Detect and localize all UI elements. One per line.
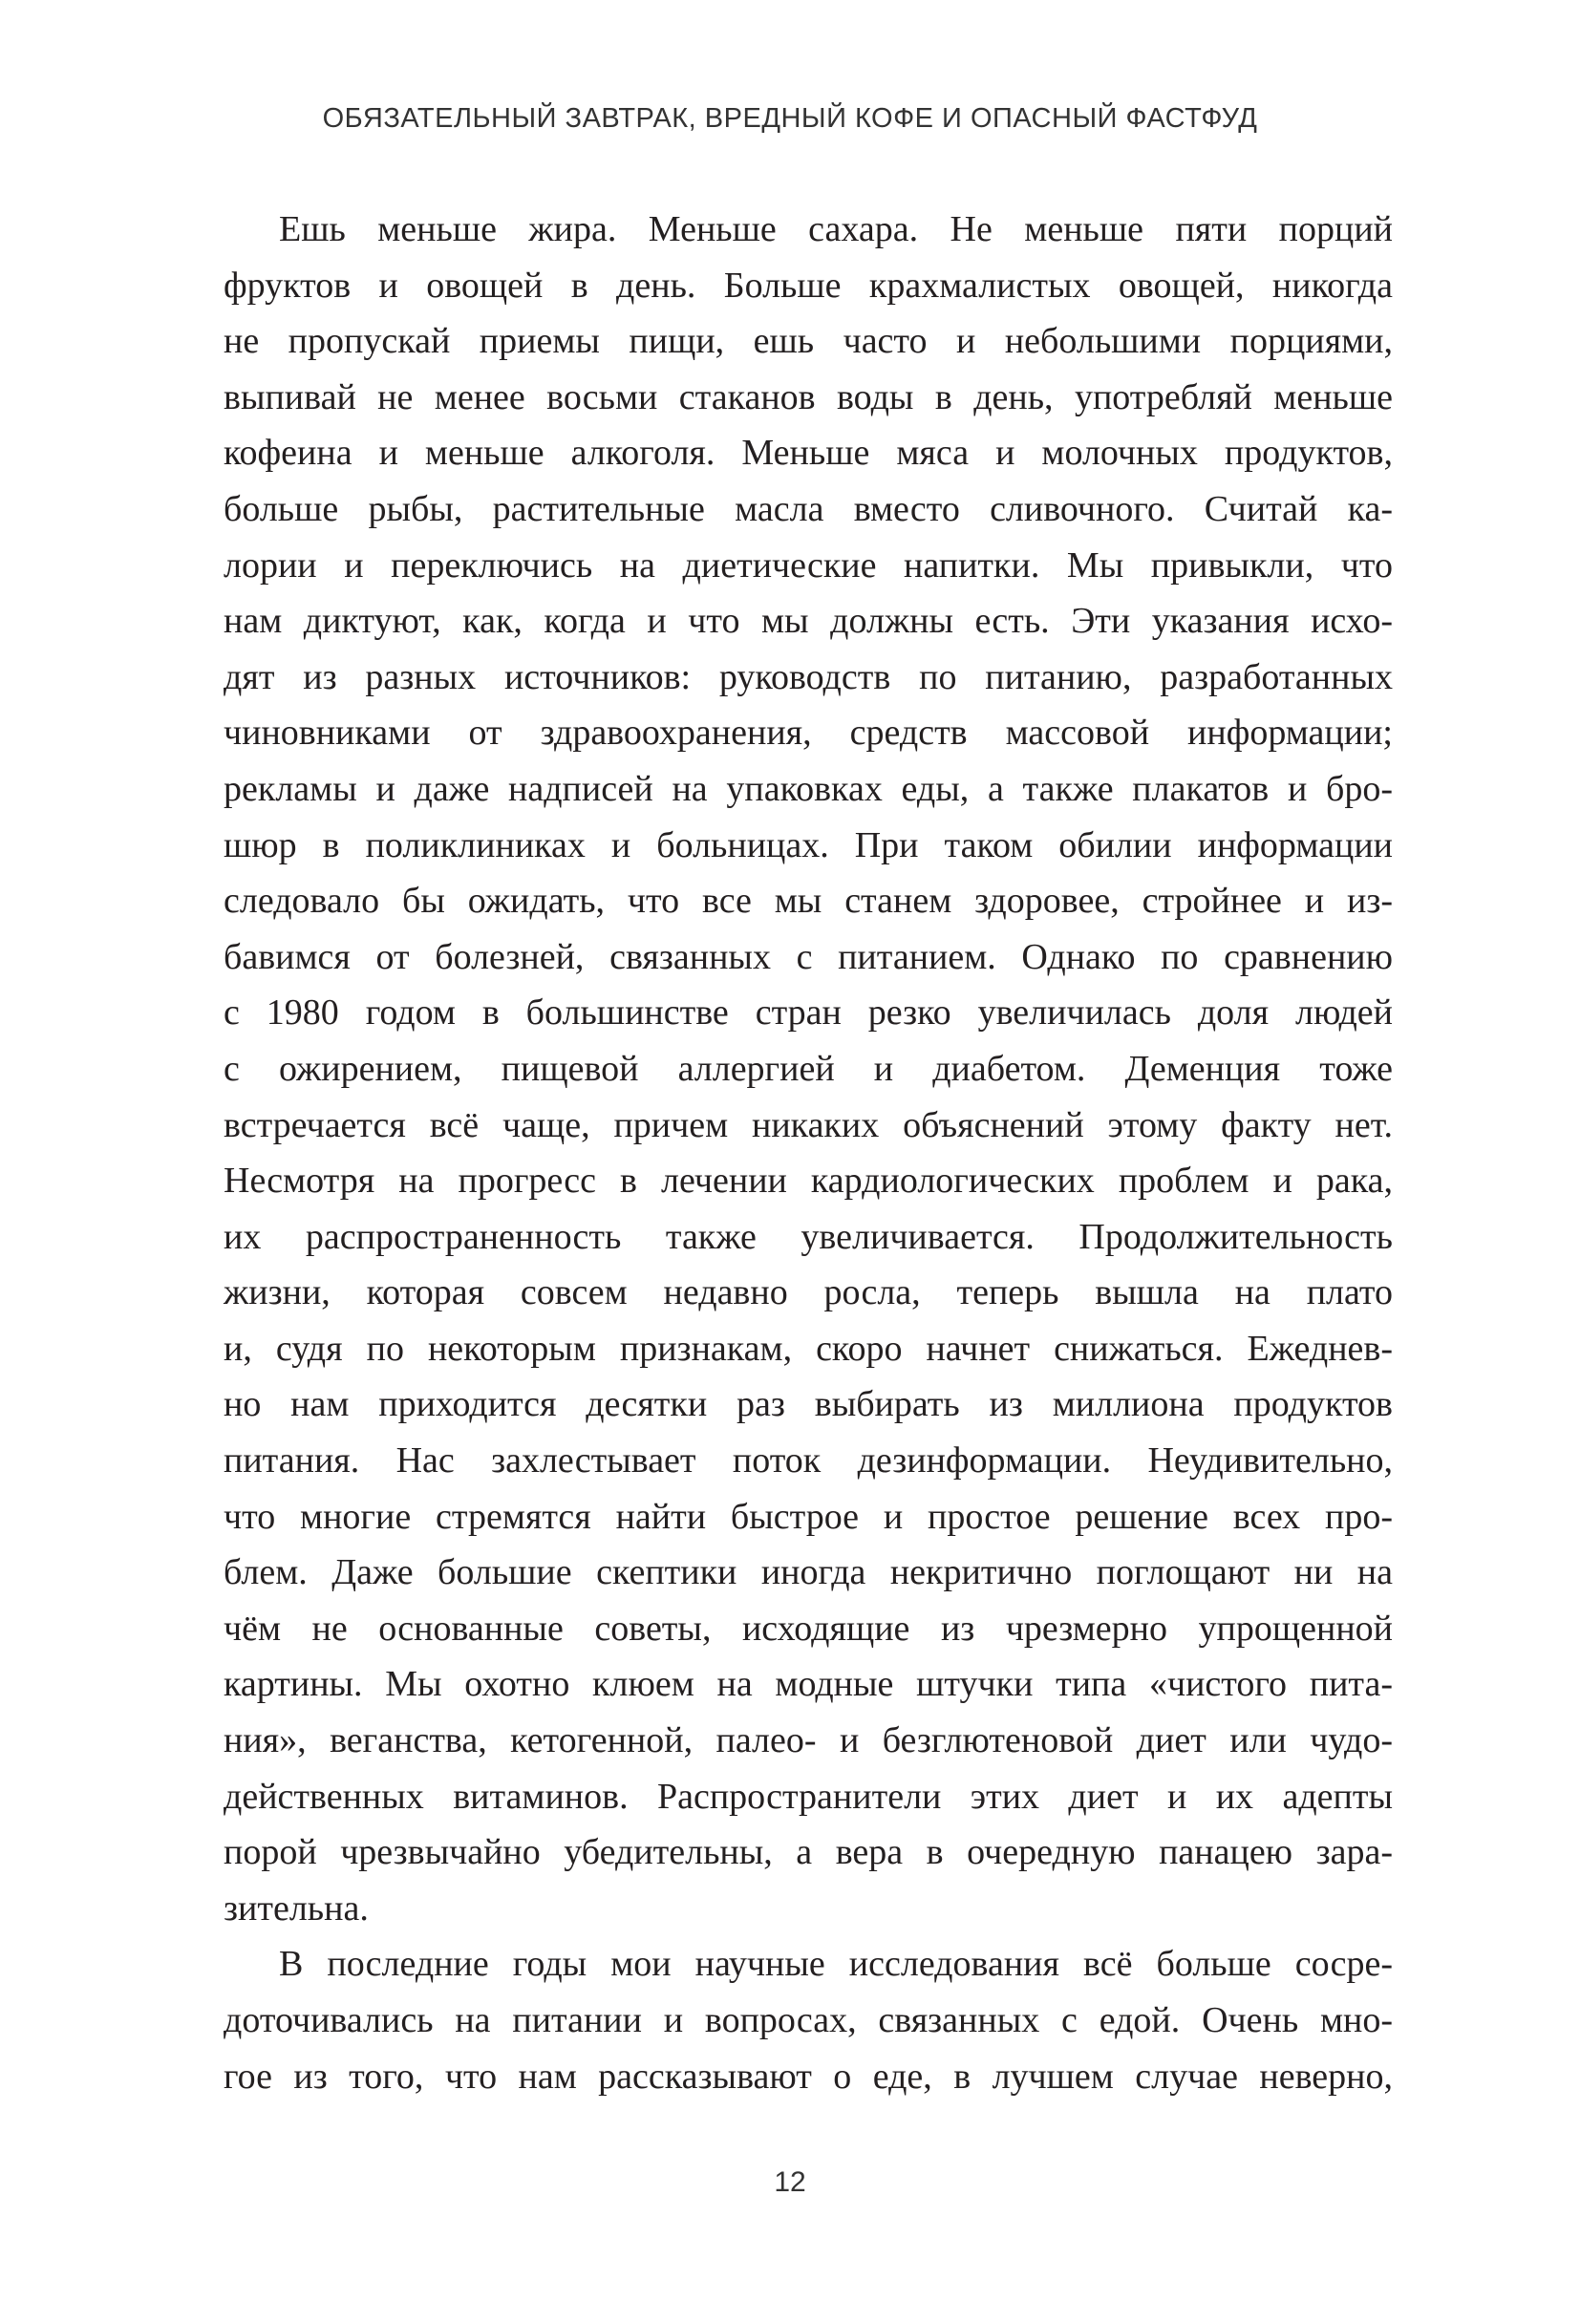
- text-line: доточивались на питании и вопросах, связанных с едой. Очень мно-: [224, 2000, 1393, 2040]
- body-text: [224, 202, 1393, 2104]
- text-line: действенных витаминов. Распространители этих диет и их адепты: [224, 1776, 1393, 1817]
- text-line: ния», веганства, кетогенной, палео- и безглютеновой диет или чудо-: [224, 1720, 1393, 1761]
- text-line: фруктов и овощей в день. Больше крахмалистых овощей, никогда: [224, 265, 1393, 306]
- paragraph: [224, 202, 1393, 1936]
- text-line: не пропускай приемы пищи, ешь часто и небольшими порциями,: [224, 321, 1393, 362]
- text-line: больше рыбы, растительные масла вместо сливочного. Считай ка-: [224, 488, 1393, 529]
- text-line: встречается всё чаще, причем никаких объяснений этому факту нет.: [224, 1104, 1393, 1145]
- text-line: нам диктуют, как, когда и что мы должны есть. Эти указания исхо-: [224, 601, 1393, 642]
- text-line: что многие стремятся найти быстрое и простое решение всех про-: [224, 1496, 1393, 1537]
- text-line: их распространенность также увеличивается. Продолжительность: [224, 1216, 1393, 1257]
- text-line: бавимся от болезней, связанных с питанием. Однако по сравнению: [224, 936, 1393, 977]
- text-line: кофеина и меньше алкоголя. Меньше мяса и молочных продуктов,: [224, 433, 1393, 474]
- text-line: рекламы и даже надписей на упаковках еды, а также плакатов и бро-: [224, 768, 1393, 809]
- text-line: дят из разных источников: руководств по питанию, разработанных: [224, 656, 1393, 697]
- text-line: и, судя по некоторым признакам, скоро начнет снижаться. Ежеднев-: [224, 1328, 1393, 1369]
- text-line: порой чрезвычайно убедительны, а вера в очередную панацею зара-: [224, 1832, 1393, 1873]
- text-line: питания. Нас захлестывает поток дезинформации. Неудивительно,: [224, 1440, 1393, 1482]
- paragraph: [224, 1936, 1393, 2104]
- running-header: ОБЯЗАТЕЛЬНЫЙ ЗАВТРАК, ВРЕДНЫЙ КОФЕ И ОПАСНЫЙ ФАСТФУД: [322, 103, 1258, 134]
- text-line: Ешь меньше жира. Меньше сахара. Не меньше пяти порций: [279, 209, 1393, 249]
- text-line: с 1980 годом в большинстве стран резко увеличилась доля людей: [224, 992, 1393, 1034]
- page-number: 12: [774, 2166, 806, 2198]
- text-line: лории и переключись на диетические напитки. Мы привыкли, что: [224, 544, 1393, 586]
- text-line: блем. Даже большие скептики иногда некритично поглощают ни на: [224, 1552, 1393, 1593]
- text-line: следовало бы ожидать, что все мы станем здоровее, стройнее и из-: [224, 881, 1393, 922]
- text-line: с ожирением, пищевой аллергией и диабетом. Деменция тоже: [224, 1048, 1393, 1089]
- text-line: чём не основанные советы, исходящие из чрезмерно упрощенной: [224, 1608, 1393, 1649]
- text-line: жизни, которая совсем недавно росла, теперь вышла на плато: [224, 1272, 1393, 1313]
- text-line: картины. Мы охотно клюем на модные штучки типа «чистого пита-: [224, 1664, 1393, 1705]
- text-line: Несмотря на прогресс в лечении кардиологических проблем и рака,: [224, 1161, 1393, 1202]
- text-line: гое из того, что нам рассказывают о еде, в лучшем случае неверно,: [224, 2056, 1393, 2097]
- text-line: выпивай не менее восьми стаканов воды в день, употребляй меньше: [224, 376, 1393, 417]
- text-line: чиновниками от здравоохранения, средств массовой информации;: [224, 713, 1393, 754]
- text-line: но нам приходится десятки раз выбирать из миллиона продуктов: [224, 1384, 1393, 1425]
- text-line: В последние годы мои научные исследования всё больше сосре-: [279, 1944, 1393, 1985]
- text-line: зительна.: [224, 1887, 369, 1929]
- text-line: шюр в поликлиниках и больницах. При таком обилии информации: [224, 824, 1393, 865]
